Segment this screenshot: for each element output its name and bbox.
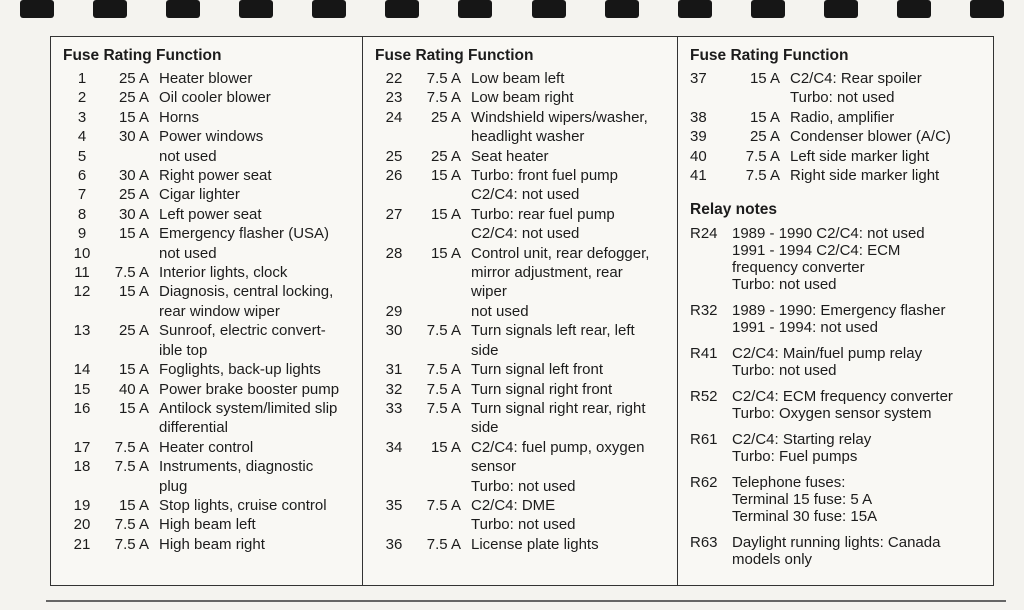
relay-id: R24 bbox=[690, 225, 718, 243]
fuse-number: 37 bbox=[690, 70, 707, 87]
binding-hole bbox=[166, 0, 200, 18]
fuse-row bbox=[690, 166, 985, 185]
fuse-function: Power brake booster pump bbox=[159, 380, 340, 398]
fuse-rating bbox=[413, 302, 471, 321]
fuse-number: 31 bbox=[385, 361, 403, 379]
fuse-rating: 40 A bbox=[118, 380, 149, 398]
fuse-function: Power windows bbox=[159, 128, 264, 146]
fuse-rating: 7.5 A bbox=[114, 516, 149, 534]
relay-note bbox=[690, 474, 985, 525]
fuse-function: Antilock system/limited slip differential bbox=[159, 399, 338, 437]
fuse-rating: 7.5 A bbox=[426, 322, 461, 340]
binding-hole bbox=[458, 0, 492, 18]
fuse-function: High beam right bbox=[159, 535, 265, 553]
fuse-row bbox=[63, 496, 354, 515]
relay-id: R32 bbox=[690, 302, 718, 320]
fuse-number: 9 bbox=[77, 225, 87, 243]
fuse-row bbox=[63, 108, 354, 127]
fuse-row bbox=[375, 69, 669, 88]
fuse-row bbox=[375, 244, 669, 302]
fuse-rating: 30 A bbox=[118, 167, 149, 185]
fuse-rating: 7.5 A bbox=[426, 89, 461, 107]
fuse-rating: 15 A bbox=[118, 283, 149, 301]
fuse-table bbox=[50, 36, 994, 586]
fuse-rating: 7.5 A bbox=[426, 70, 461, 87]
fuse-number: 8 bbox=[77, 205, 87, 223]
relay-list bbox=[690, 225, 985, 568]
relay-id: R61 bbox=[690, 431, 718, 449]
fuse-rating: 15 A bbox=[118, 399, 149, 417]
fuse-row bbox=[375, 88, 669, 107]
fuse-function: Emergency flasher (USA) bbox=[159, 225, 330, 243]
fuse-row bbox=[63, 535, 354, 554]
binding-hole bbox=[532, 0, 566, 18]
relay-description: Daylight running lights: Canada models only bbox=[732, 534, 941, 569]
relay-note bbox=[690, 534, 985, 568]
fuse-rating: 15 A bbox=[749, 108, 780, 126]
relay-note bbox=[690, 388, 985, 422]
fuse-number: 38 bbox=[690, 108, 707, 126]
fuse-number: 6 bbox=[77, 167, 87, 185]
fuse-number: 33 bbox=[385, 399, 403, 417]
fuse-row bbox=[375, 302, 669, 321]
fuse-function: Turn signals left rear, left side bbox=[471, 322, 635, 359]
fuse-row bbox=[63, 224, 354, 243]
relay-description: 1989 - 1990 C2/C4: not used 1991 - 1994 C2/C4: ECM frequency converter Turbo: not used bbox=[732, 225, 925, 294]
fuse-function: Oil cooler blower bbox=[159, 89, 271, 107]
binding-hole bbox=[239, 0, 273, 18]
binding-hole bbox=[605, 0, 639, 18]
fuse-number: 11 bbox=[74, 264, 90, 282]
fuse-row bbox=[690, 127, 985, 146]
fuse-number: 12 bbox=[73, 283, 91, 301]
binding-hole bbox=[678, 0, 712, 18]
fuse-rating: 7.5 A bbox=[426, 380, 461, 398]
fuse-number: 34 bbox=[385, 438, 403, 456]
fuse-function: Turn signal right front bbox=[471, 380, 613, 398]
fuse-function: Cigar lighter bbox=[159, 186, 240, 204]
fuse-rating: 15 A bbox=[118, 496, 149, 514]
fuse-function: Turn signal left front bbox=[471, 361, 604, 379]
relay-description: 1989 - 1990: Emergency flasher 1991 - 1994: not used bbox=[732, 302, 946, 337]
fuse-number: 40 bbox=[690, 147, 707, 165]
relay-description: C2/C4: Main/fuel pump relay Turbo: not used bbox=[732, 345, 923, 380]
fuse-row bbox=[63, 321, 354, 360]
fuse-row bbox=[375, 205, 669, 244]
fuse-number: 28 bbox=[385, 244, 403, 262]
fuse-list bbox=[63, 69, 354, 554]
relay-note bbox=[690, 345, 985, 379]
fuse-function: Radio, amplifier bbox=[790, 108, 895, 126]
fuse-number: 7 bbox=[77, 186, 87, 204]
page-divider bbox=[46, 600, 1006, 602]
relay-note bbox=[690, 431, 985, 465]
fuse-number: 26 bbox=[385, 167, 403, 185]
fuse-function: License plate lights bbox=[471, 535, 599, 553]
fuse-rating: 15 A bbox=[430, 438, 461, 456]
fuse-list bbox=[690, 69, 985, 185]
fuse-row bbox=[375, 108, 669, 147]
relay-description: Telephone fuses: Terminal 15 fuse: 5 A Terminal 30 fuse: 15A bbox=[732, 474, 878, 526]
relay-note bbox=[690, 225, 985, 293]
fuse-number: 18 bbox=[73, 458, 91, 476]
fuse-function: Stop lights, cruise control bbox=[159, 496, 327, 514]
fuse-row bbox=[375, 321, 669, 360]
fuse-function: Right side marker light bbox=[790, 167, 940, 185]
fuse-column-3 bbox=[678, 37, 993, 585]
fuse-rating: 7.5 A bbox=[426, 535, 461, 553]
fuse-number: 22 bbox=[385, 70, 403, 87]
fuse-rating: 15 A bbox=[118, 361, 149, 379]
fuse-row bbox=[375, 380, 669, 399]
fuse-number: 21 bbox=[73, 535, 91, 553]
fuse-rating: 7.5 A bbox=[426, 399, 461, 417]
fuse-column-2 bbox=[363, 37, 678, 585]
fuse-function: not used bbox=[159, 244, 217, 262]
fuse-row bbox=[63, 457, 354, 496]
fuse-rating: 30 A bbox=[118, 128, 149, 146]
fuse-rating: 7.5 A bbox=[745, 147, 780, 165]
fuse-function: Diagnosis, central locking, rear window wiper bbox=[159, 283, 334, 320]
binding-hole bbox=[751, 0, 785, 18]
fuse-number: 2 bbox=[77, 89, 87, 107]
fuse-number: 4 bbox=[77, 128, 87, 146]
fuse-column-1 bbox=[51, 37, 363, 585]
column-header: Fuse Rating Function bbox=[375, 47, 534, 64]
relay-id: R41 bbox=[690, 345, 718, 363]
fuse-row bbox=[375, 496, 669, 535]
fuse-number: 32 bbox=[385, 380, 403, 398]
fuse-number: 36 bbox=[385, 535, 403, 553]
fuse-row bbox=[63, 185, 354, 204]
relay-id: R62 bbox=[690, 474, 718, 492]
binding-hole bbox=[824, 0, 858, 18]
fuse-function: Heater control bbox=[159, 438, 254, 456]
fuse-rating: 25 A bbox=[430, 108, 461, 126]
fuse-function: C2/C4: Rear spoiler Turbo: not used bbox=[790, 70, 922, 107]
fuse-rating bbox=[101, 244, 159, 263]
fuse-rating: 25 A bbox=[749, 128, 780, 146]
binding-hole bbox=[970, 0, 1004, 18]
binding-hole bbox=[897, 0, 931, 18]
fuse-row bbox=[63, 380, 354, 399]
fuse-function: Interior lights, clock bbox=[159, 264, 288, 282]
fuse-function: Control unit, rear defogger, mirror adjustment, rear wiper bbox=[471, 244, 650, 301]
fuse-number: 35 bbox=[385, 496, 403, 514]
fuse-row bbox=[63, 127, 354, 146]
fuse-rating bbox=[101, 147, 159, 166]
fuse-function: C2/C4: fuel pump, oxygen sensor Turbo: not used bbox=[471, 438, 645, 495]
fuse-row bbox=[375, 147, 669, 166]
fuse-row bbox=[63, 263, 354, 282]
fuse-row bbox=[63, 147, 354, 166]
binding-holes bbox=[0, 0, 1024, 24]
fuse-number: 1 bbox=[77, 70, 87, 87]
fuse-function: Foglights, back-up lights bbox=[159, 361, 321, 379]
binding-hole bbox=[20, 0, 54, 18]
fuse-function: Left power seat bbox=[159, 205, 262, 223]
fuse-function: Turbo: rear fuel pump C2/C4: not used bbox=[471, 205, 615, 243]
fuse-number: 24 bbox=[385, 108, 403, 126]
fuse-row bbox=[63, 438, 354, 457]
fuse-row bbox=[63, 88, 354, 107]
fuse-rating: 25 A bbox=[118, 70, 149, 87]
fuse-number: 23 bbox=[385, 89, 403, 107]
fuse-function: Heater blower bbox=[159, 70, 253, 87]
relay-description: C2/C4: ECM frequency converter Turbo: Oxygen sensor system bbox=[732, 388, 953, 423]
fuse-row bbox=[63, 205, 354, 224]
fuse-row bbox=[63, 282, 354, 321]
fuse-number: 17 bbox=[73, 438, 91, 456]
fuse-function: Low beam left bbox=[471, 70, 565, 87]
binding-hole bbox=[385, 0, 419, 18]
fuse-rating: 7.5 A bbox=[745, 167, 780, 185]
fuse-function: Sunroof, electric convert- ible top bbox=[159, 322, 326, 359]
fuse-number: 30 bbox=[385, 322, 403, 340]
fuse-number: 3 bbox=[77, 108, 87, 126]
relay-description: C2/C4: Starting relay Turbo: Fuel pumps bbox=[732, 431, 872, 466]
fuse-row bbox=[63, 166, 354, 185]
fuse-function: Seat heater bbox=[471, 147, 549, 165]
fuse-row bbox=[375, 535, 669, 554]
relay-notes-heading: Relay notes bbox=[690, 201, 778, 219]
fuse-number: 13 bbox=[73, 322, 91, 340]
relay-id: R52 bbox=[690, 388, 718, 406]
column-header: Fuse Rating Function bbox=[690, 47, 849, 64]
fuse-function: Horns bbox=[159, 108, 200, 126]
fuse-rating: 7.5 A bbox=[114, 458, 149, 476]
fuse-row bbox=[63, 244, 354, 263]
fuse-function: not used bbox=[159, 147, 217, 165]
fuse-function: Instruments, diagnostic plug bbox=[159, 458, 314, 495]
fuse-rating: 7.5 A bbox=[426, 496, 461, 514]
fuse-function: Turbo: front fuel pump C2/C4: not used bbox=[471, 167, 619, 204]
fuse-number: 16 bbox=[73, 399, 91, 417]
fuse-row bbox=[690, 69, 985, 108]
binding-hole bbox=[312, 0, 346, 18]
fuse-rating: 25 A bbox=[430, 147, 461, 165]
fuse-row bbox=[375, 360, 669, 379]
fuse-row bbox=[690, 108, 985, 127]
fuse-rating: 7.5 A bbox=[114, 535, 149, 553]
fuse-function: Low beam right bbox=[471, 89, 574, 107]
fuse-function: not used bbox=[471, 302, 529, 320]
fuse-rating: 15 A bbox=[749, 70, 780, 87]
fuse-row bbox=[375, 399, 669, 438]
column-header: Fuse Rating Function bbox=[63, 47, 222, 64]
fuse-number: 39 bbox=[690, 128, 707, 146]
fuse-rating: 15 A bbox=[430, 244, 461, 262]
fuse-row bbox=[63, 69, 354, 88]
fuse-number: 25 bbox=[385, 147, 403, 165]
binding-hole bbox=[93, 0, 127, 18]
fuse-number: 14 bbox=[73, 361, 91, 379]
fuse-rating: 25 A bbox=[118, 186, 149, 204]
fuse-function: Windshield wipers/washer, headlight washer bbox=[471, 108, 648, 146]
fuse-rating: 7.5 A bbox=[426, 361, 461, 379]
fuse-rating: 30 A bbox=[118, 205, 149, 223]
fuse-function: High beam left bbox=[159, 516, 256, 534]
fuse-rating: 15 A bbox=[430, 205, 461, 223]
fuse-function: C2/C4: DME Turbo: not used bbox=[471, 496, 576, 534]
fuse-rating: 15 A bbox=[118, 108, 149, 126]
fuse-number: 29 bbox=[385, 302, 403, 320]
fuse-number: 41 bbox=[690, 167, 707, 185]
fuse-number: 19 bbox=[73, 496, 91, 514]
fuse-number: 20 bbox=[73, 516, 91, 534]
fuse-rating: 25 A bbox=[118, 89, 149, 107]
fuse-number: 10 bbox=[73, 244, 91, 262]
fuse-function: Turn signal right rear, right side bbox=[471, 399, 646, 437]
fuse-function: Left side marker light bbox=[790, 147, 930, 165]
fuse-number: 27 bbox=[385, 205, 403, 223]
fuse-number: 5 bbox=[77, 147, 87, 165]
fuse-rating: 25 A bbox=[118, 322, 149, 340]
fuse-row bbox=[63, 360, 354, 379]
fuse-row bbox=[375, 438, 669, 496]
fuse-row bbox=[375, 166, 669, 205]
relay-note bbox=[690, 302, 985, 336]
relay-id: R63 bbox=[690, 534, 718, 552]
fuse-row bbox=[63, 399, 354, 438]
fuse-rating: 7.5 A bbox=[114, 264, 149, 282]
fuse-row bbox=[63, 515, 354, 534]
fuse-list bbox=[375, 69, 669, 554]
fuse-rating: 7.5 A bbox=[114, 438, 149, 456]
fuse-rating: 15 A bbox=[430, 167, 461, 185]
fuse-function: Right power seat bbox=[159, 167, 272, 185]
fuse-number: 15 bbox=[73, 380, 91, 398]
fuse-row bbox=[690, 147, 985, 166]
fuse-rating: 15 A bbox=[118, 225, 149, 243]
fuse-function: Condenser blower (A/C) bbox=[790, 128, 951, 146]
